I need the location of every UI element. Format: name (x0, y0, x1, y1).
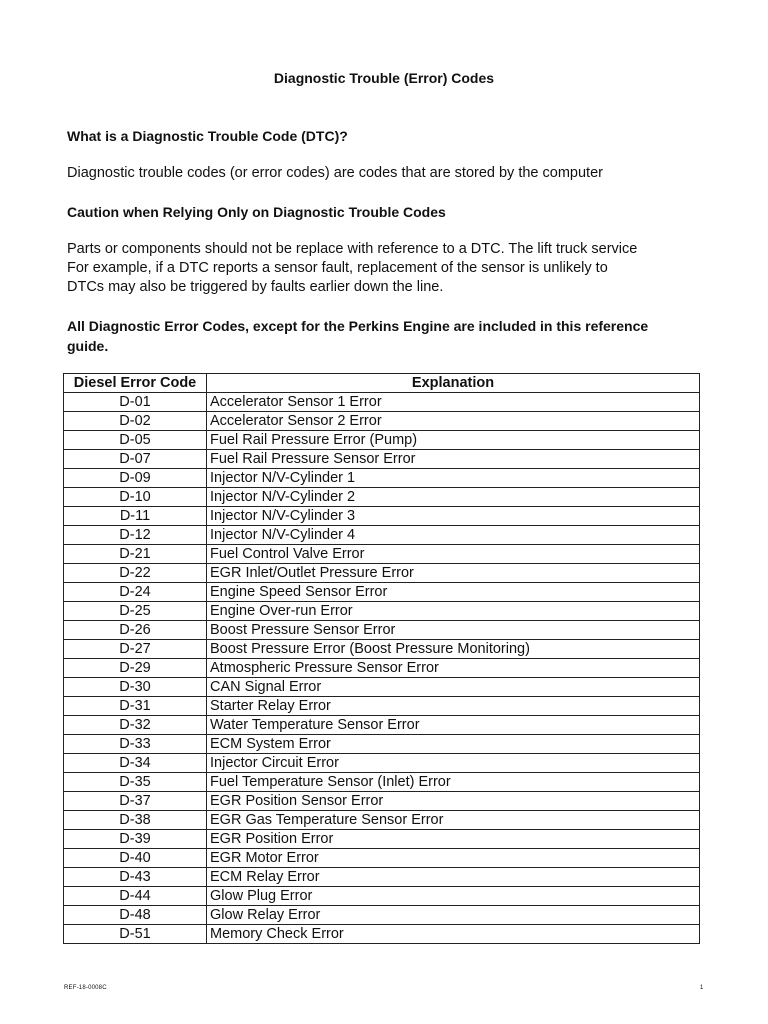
table-row (64, 621, 700, 640)
paragraph-line: DTCs may also be triggered by faults earlier down the line. (67, 279, 444, 295)
error-code-cell: D-40 (64, 849, 207, 868)
explanation-cell: EGR Position Error (207, 830, 700, 849)
error-code-cell: D-31 (64, 697, 207, 716)
table-row (64, 469, 700, 488)
table-row (64, 488, 700, 507)
explanation-cell: ECM System Error (207, 735, 700, 754)
error-code-cell: D-33 (64, 735, 207, 754)
error-code-cell: D-11 (64, 507, 207, 526)
table-header-row (64, 374, 700, 393)
table-row (64, 811, 700, 830)
explanation-cell: EGR Position Sensor Error (207, 792, 700, 811)
explanation-cell: Injector N/V-Cylinder 2 (207, 488, 700, 507)
section-paragraph-caution (67, 240, 707, 297)
explanation-cell: Injector Circuit Error (207, 754, 700, 773)
table-row (64, 393, 700, 412)
explanation-cell: Engine Over-run Error (207, 602, 700, 621)
table-row (64, 678, 700, 697)
footer-document-id: REF-18-0008C (64, 985, 107, 991)
section-heading-all-codes: All Diagnostic Error Codes, except for the Perkins Engine are included in this reference guide. (67, 318, 649, 354)
explanation-cell: Accelerator Sensor 1 Error (207, 393, 700, 412)
explanation-cell: Memory Check Error (207, 925, 700, 944)
explanation-cell: Accelerator Sensor 2 Error (207, 412, 700, 431)
error-code-cell: D-44 (64, 887, 207, 906)
explanation-cell: ECM Relay Error (207, 868, 700, 887)
explanation-cell: Boost Pressure Sensor Error (207, 621, 700, 640)
explanation-cell: Injector N/V-Cylinder 1 (207, 469, 700, 488)
error-code-cell: D-10 (64, 488, 207, 507)
explanation-cell: Starter Relay Error (207, 697, 700, 716)
error-code-cell: D-01 (64, 393, 207, 412)
table-row (64, 564, 700, 583)
error-code-cell: D-21 (64, 545, 207, 564)
paragraph-line: Parts or components should not be replace with reference to a DTC. The lift truck service (67, 241, 638, 257)
explanation-cell: Fuel Rail Pressure Sensor Error (207, 450, 700, 469)
table-row (64, 906, 700, 925)
error-code-cell: D-39 (64, 830, 207, 849)
table-row (64, 773, 700, 792)
error-code-cell: D-51 (64, 925, 207, 944)
table-row (64, 830, 700, 849)
error-code-cell: D-38 (64, 811, 207, 830)
table-row (64, 735, 700, 754)
table-row (64, 412, 700, 431)
explanation-cell: Injector N/V-Cylinder 3 (207, 507, 700, 526)
explanation-cell: CAN Signal Error (207, 678, 700, 697)
error-code-cell: D-26 (64, 621, 207, 640)
error-code-cell: D-32 (64, 716, 207, 735)
table-row (64, 450, 700, 469)
error-code-cell: D-48 (64, 906, 207, 925)
error-code-cell: D-24 (64, 583, 207, 602)
table-row (64, 583, 700, 602)
table-row (64, 792, 700, 811)
page-title: Diagnostic Trouble (Error) Codes (273, 70, 495, 86)
table-row (64, 925, 700, 944)
section-paragraph-what-is-dtc: Diagnostic trouble codes (or error codes) are codes that are stored by the computer (67, 165, 603, 181)
explanation-cell: Fuel Control Valve Error (207, 545, 700, 564)
error-code-cell: D-30 (64, 678, 207, 697)
table-row (64, 754, 700, 773)
table-row (64, 640, 700, 659)
error-code-cell: D-35 (64, 773, 207, 792)
error-code-cell: D-05 (64, 431, 207, 450)
explanation-cell: Glow Plug Error (207, 887, 700, 906)
table-row (64, 887, 700, 906)
section-heading-what-is-dtc: What is a Diagnostic Trouble Code (DTC)? (67, 128, 348, 144)
explanation-cell: EGR Motor Error (207, 849, 700, 868)
explanation-cell: EGR Gas Temperature Sensor Error (207, 811, 700, 830)
table-row (64, 659, 700, 678)
table-row (64, 526, 700, 545)
explanation-cell: Boost Pressure Error (Boost Pressure Monitoring) (207, 640, 700, 659)
explanation-cell: EGR Inlet/Outlet Pressure Error (207, 564, 700, 583)
table-row (64, 868, 700, 887)
error-code-cell: D-34 (64, 754, 207, 773)
explanation-cell: Atmospheric Pressure Sensor Error (207, 659, 700, 678)
error-code-cell: D-25 (64, 602, 207, 621)
error-code-cell: D-02 (64, 412, 207, 431)
section-heading-caution: Caution when Relying Only on Diagnostic Trouble Codes (67, 204, 446, 220)
explanation-cell: Fuel Rail Pressure Error (Pump) (207, 431, 700, 450)
error-code-table (63, 373, 700, 944)
explanation-cell: Fuel Temperature Sensor (Inlet) Error (207, 773, 700, 792)
table-row (64, 545, 700, 564)
table-body (64, 393, 700, 944)
table-row (64, 697, 700, 716)
table-row (64, 507, 700, 526)
table-row (64, 849, 700, 868)
error-code-cell: D-27 (64, 640, 207, 659)
paragraph-line: For example, if a DTC reports a sensor fault, replacement of the sensor is unlikely to (67, 260, 608, 276)
table-row (64, 716, 700, 735)
error-code-cell: D-29 (64, 659, 207, 678)
error-code-cell: D-37 (64, 792, 207, 811)
column-header-explanation: Explanation (207, 374, 700, 393)
footer-page-number: 1 (700, 985, 704, 991)
explanation-cell: Engine Speed Sensor Error (207, 583, 700, 602)
table-row (64, 602, 700, 621)
explanation-cell: Injector N/V-Cylinder 4 (207, 526, 700, 545)
column-header-code: Diesel Error Code (64, 374, 207, 393)
error-code-cell: D-22 (64, 564, 207, 583)
explanation-cell: Glow Relay Error (207, 906, 700, 925)
error-code-cell: D-07 (64, 450, 207, 469)
table-row (64, 431, 700, 450)
error-code-cell: D-12 (64, 526, 207, 545)
error-code-cell: D-43 (64, 868, 207, 887)
explanation-cell: Water Temperature Sensor Error (207, 716, 700, 735)
error-code-cell: D-09 (64, 469, 207, 488)
